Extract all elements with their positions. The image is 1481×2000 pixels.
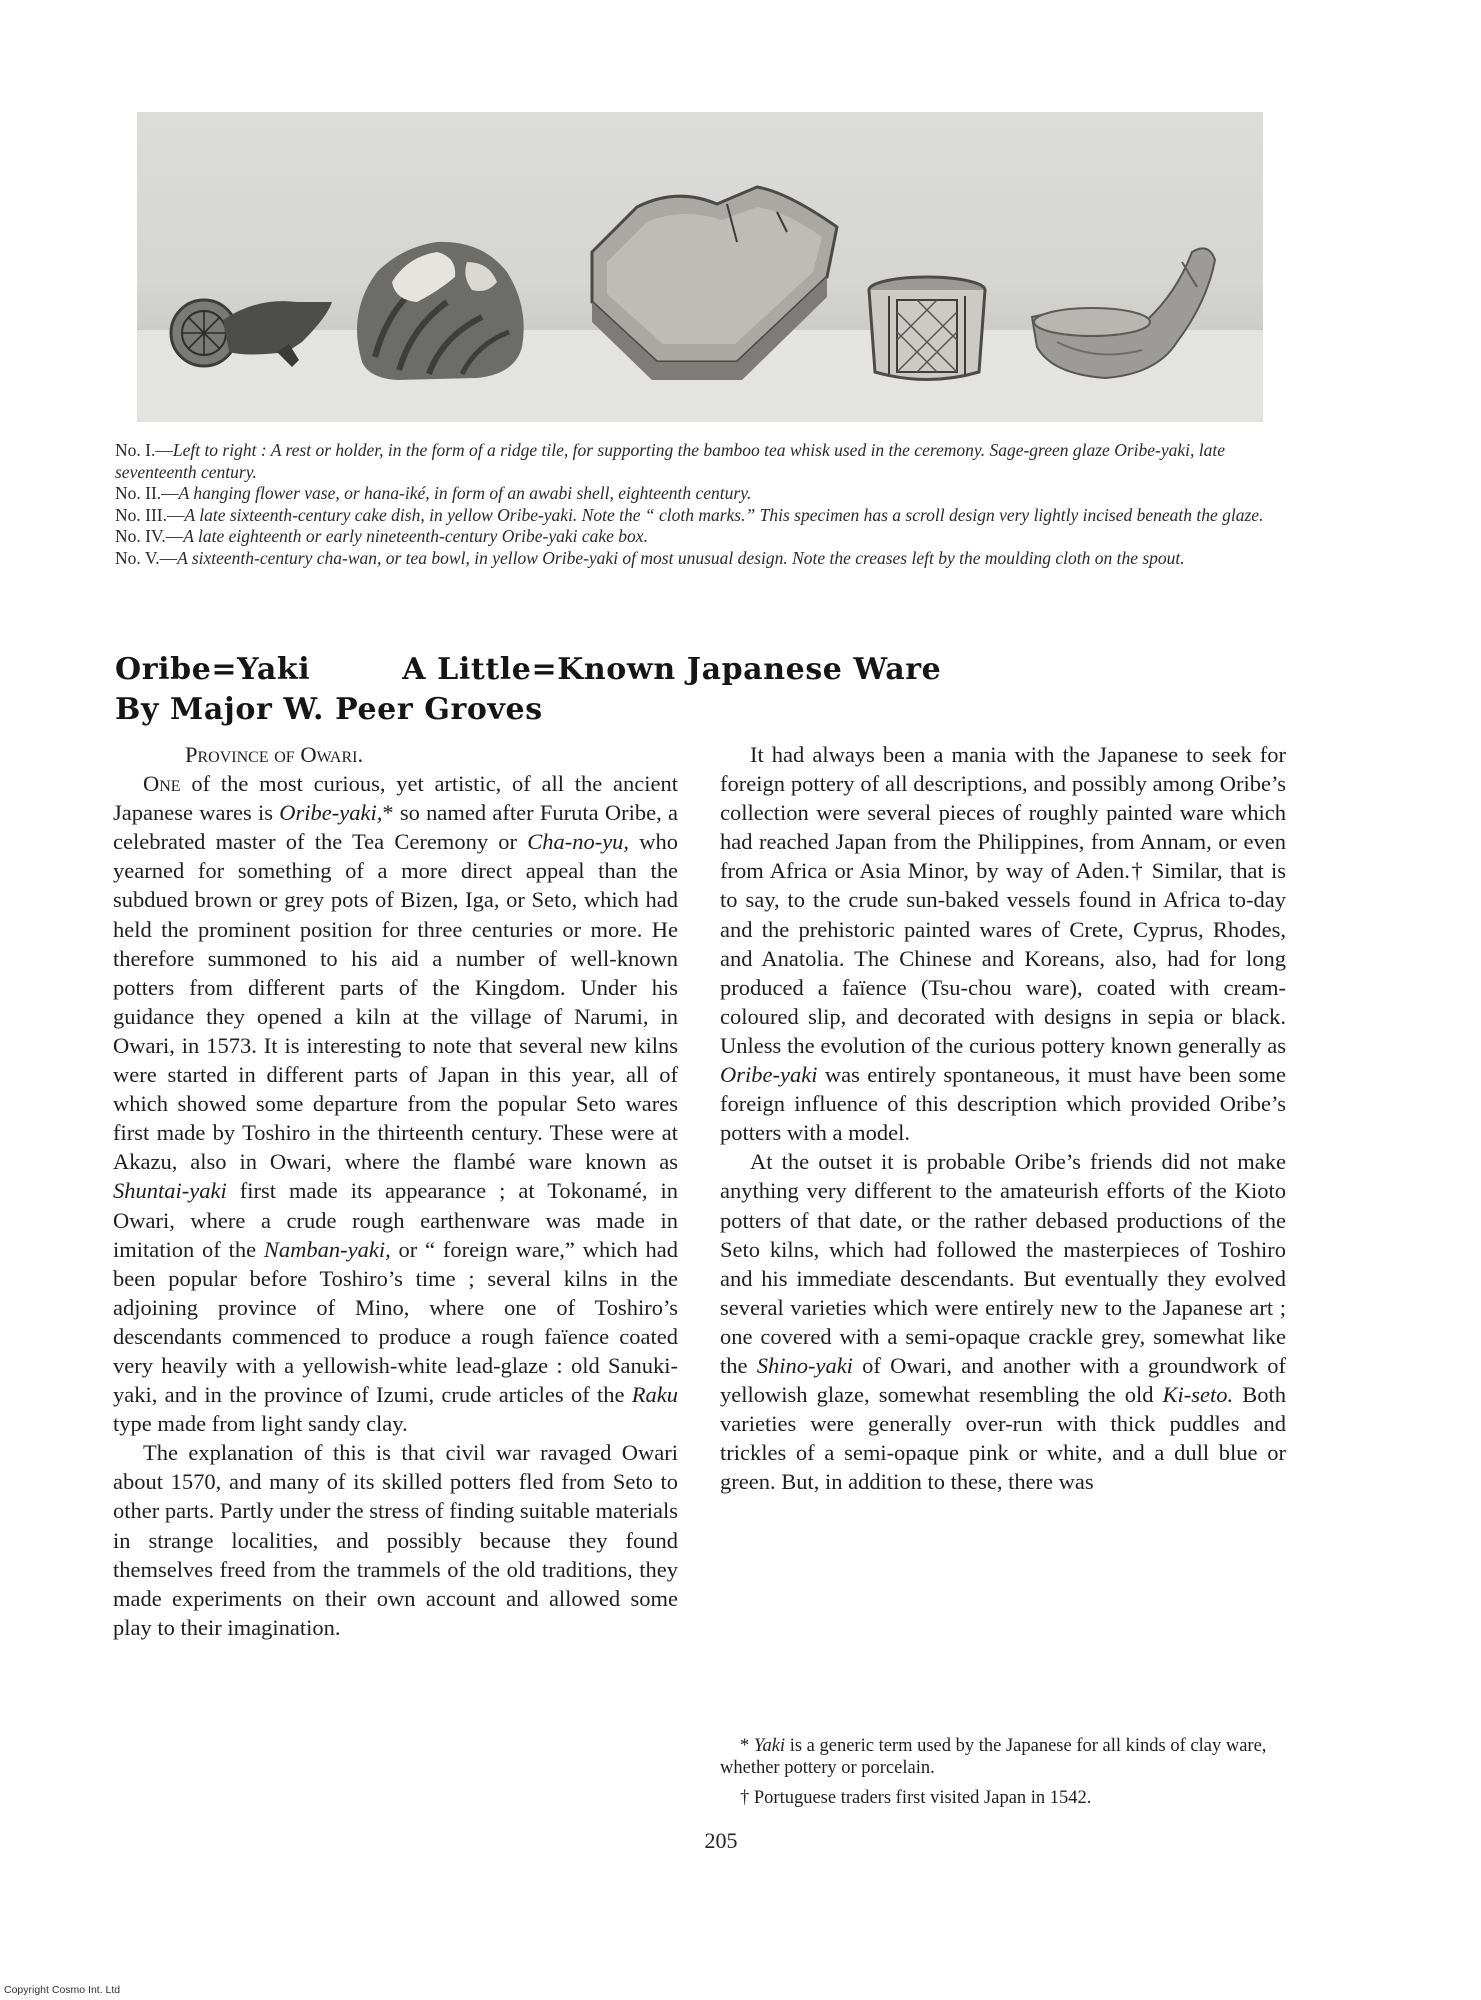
footnotes [720,1735,1286,1817]
copyright-notice: Copyright Cosmo Int. Ltd [4,1984,121,1996]
article-title: Oribe=Yaki [115,652,311,687]
article-subtitle: A Little=Known Japanese Ware [402,652,942,687]
footnote: † Portuguese traders first visited Japan in 1542. [740,1788,1092,1808]
right-column [720,740,1286,1496]
cake-box [869,277,985,380]
caption-row: No. V.—A sixteenth-century cha-wan, or tea bowl, in yellow Oribe-yaki of most unusual design. Note the creases left by the moulding cloth on the spout. [115,547,1185,568]
byline: By Major W. Peer Groves [115,692,543,727]
paragraph: At the outset it is probable Oribe’s friends did not make anything very different to the amateurish efforts of the Kioto potters of that date, or the rather debased productions of the Seto kilns, which had followed the masterpieces of Toshiro and his immediate descendants. But eventually they evolved several varieties which were entirely new to the Japanese art ; one covered with a semi-opaque crackle grey, somewhat like the Shino-yaki of Owari, and another with a groundwork of yellowish glaze, somewhat resembling the old Ki-seto. Both varieties were generally over-run with thick puddles and trickles of a semi-opaque pink or white, and a dull blue or green. But, in addition to these, there was [720,1149,1286,1495]
paragraph: The explanation of this is that civil war ravaged Owari about 1570, and many of its skilled potters fled from Seto to other parts. Partly under the stress of finding suitable materials in strange localities, and possibly because they found themselves freed from the trammels of the old traditions, they made experiments on their own account and allowed some play to their imagination. [113,1440,678,1640]
caption-row: No. II.—A hanging flower vase, or hana-iké, in form of an awabi shell, eighteenth century. [115,483,752,503]
footnote: * Yaki is a generic term used by the Japanese for all kinds of clay ware, whether pottery or porcelain. [720,1736,1267,1778]
article-headline [115,650,1285,730]
page-number: 205 [704,1828,738,1853]
paragraph: It had always been a mania with the Japanese to seek for foreign pottery of all descriptions, and possibly among Oribe’s collection were several pieces of roughly painted ware which had reached Japan from the Philippines, from Annam, or even from Africa or Asia Minor, by way of Aden.† Similar, that is to say, to the crude sun-baked vessels found in Africa to-day and the prehistoric painted wares of Crete, Cyprus, Rhodes, and Anatolia. The Chinese and Koreans, also, had for long produced a faïence (Tsu-chou ware), coated with cream-coloured slip, and decorated with designs in sepia or black. Unless the evolution of the curious pottery known generally as Oribe-yaki was entirely spontaneous, it must have been some foreign influence of this description which provided Oribe’s potters with a model. [720,742,1286,1146]
pottery-photograph [137,112,1263,422]
awabi-shell-vase [357,242,524,380]
photo-captions [115,440,1285,569]
left-column [113,740,678,1642]
caption-row: No. I.—Left to right : A rest or holder, in the form of a ridge tile, for supporting the bamboo tea whisk used in the ceremony. Sage-green glaze Oribe-yaki, late seventeenth century. [115,440,1225,482]
caption-row: No. IV.—A late eighteenth or early nineteenth-century Oribe-yaki cake box. [115,526,648,546]
paragraph: One of the most curious, yet artistic, of all the ancient Japanese wares is Oribe-yaki,* so named after Furuta Oribe, a celebrated master of the Tea Ceremony or Cha-no-yu, who yearned for something of a more direct appeal than the subdued brown or grey pots of Bizen, Iga, or Seto, which had held the prominent position for three centuries or more. He therefore summoned to his aid a number of well-known potters from different parts of the Kingdom. Under his guidance they opened a kiln at the village of Narumi, in Owari, in 1573. It is interesting to note that several new kilns were started in different parts of Japan in this year, all of which showed some departure from the popular Seto wares first made by Toshiro in the thirteenth century. These were at Akazu, also in Owari, where the flambé ware known as Shuntai-yaki first made its appearance ; at Tokonamé, in Owari, where a crude rough earthenware was made in imitation of the Namban-yaki, or “ foreign ware,” which had been popular before Toshiro’s time ; several kilns in the adjoining province of Mino, where one of Toshiro’s descendants commenced to produce a rough faïence coated very heavily with a yellowish-white lead-glaze : old Sanuki-yaki, and in the province of Izumi, crude articles of the Raku type made from light sandy clay. [113,771,679,1437]
title-line [115,650,1285,690]
pottery-illustration [137,112,1263,422]
section-heading: Province of Owari. [185,742,364,767]
caption-row: No. III.—A late sixteenth-century cake dish, in yellow Oribe-yaki. Note the “ cloth marks.” This specimen has a scroll design very lightly incised beneath the glaze. [115,504,1264,525]
